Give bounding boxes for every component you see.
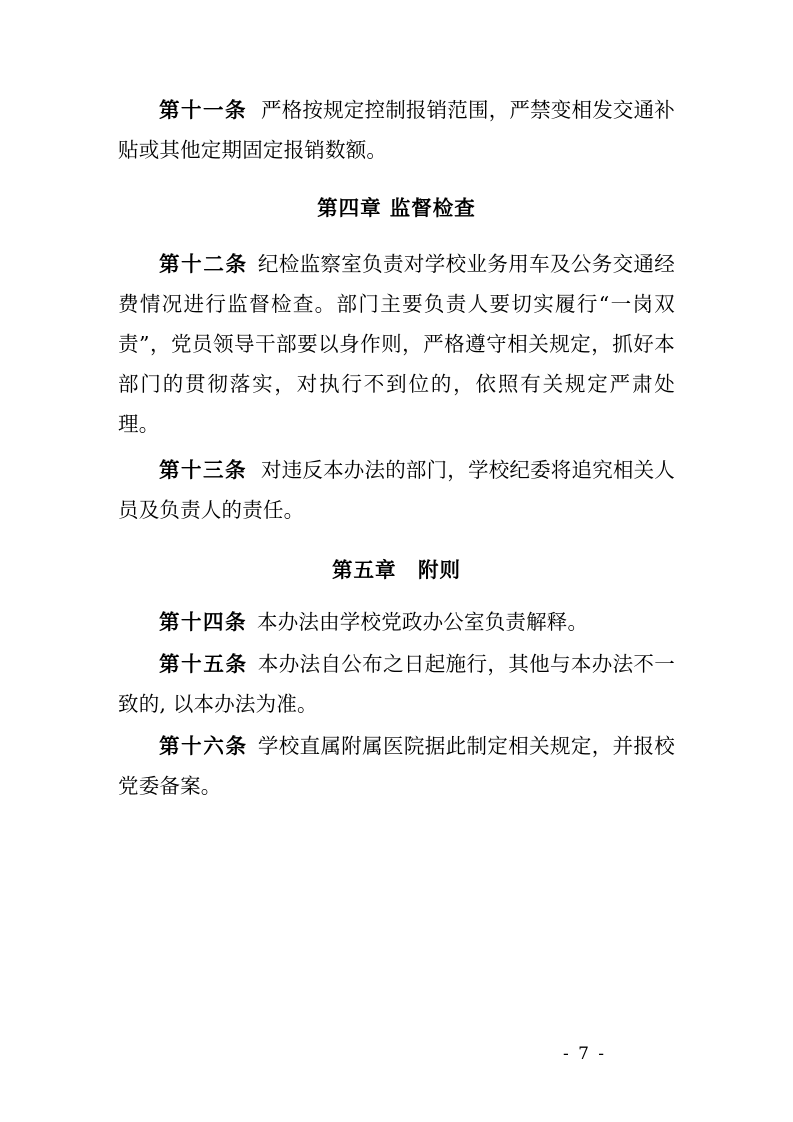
document-body (118, 90, 675, 806)
article-text-11: 严格按规定控制报销范围，严禁变相发交通补贴或其他定期固定报销数额。 (118, 98, 675, 162)
article-label-12: 第十二条 (159, 252, 248, 276)
page-number-value: - 7 - (562, 1044, 607, 1064)
article-text-16: 学校直属附属医院据此制定相关规定，并报校党委备案。 (118, 734, 676, 798)
paragraph-article-13 (118, 450, 675, 530)
article-label-15: 第十五条 (159, 652, 248, 676)
paragraph-article-14 (118, 602, 675, 642)
paragraph-article-16 (118, 726, 675, 806)
heading-chapter-5: 第五章 附则 (332, 558, 461, 582)
paragraph-article-15 (118, 644, 675, 724)
paragraph-article-12 (118, 244, 675, 444)
article-text-12: 纪检监察室负责对学校业务用车及公务交通经费情况进行监督检查。部门主要负责人要切实履行“一岗双责”，党员领导干部要以身作则，严格遵守相关规定，抓好本部门的贯彻落实，对执行不到位的，依照有关规定严肃处理。 (118, 252, 676, 436)
article-label-14: 第十四条 (159, 610, 247, 634)
article-label-16: 第十六条 (159, 734, 248, 758)
article-label-13: 第十三条 (159, 458, 247, 482)
article-text-13: 对违反本办法的部门，学校纪委将追究相关人员及负责人的责任。 (118, 458, 675, 522)
article-label-11: 第十一条 (159, 98, 247, 122)
article-text-14: 本办法由学校党政办公室负责解释。 (257, 610, 589, 634)
heading-chapter-4: 第四章 监督检查 (317, 196, 476, 220)
page-number (0, 1044, 793, 1064)
article-text-15: 本办法自公布之日起施行，其他与本办法不一致的, 以本办法为准。 (118, 652, 676, 716)
paragraph-article-11 (118, 90, 675, 170)
